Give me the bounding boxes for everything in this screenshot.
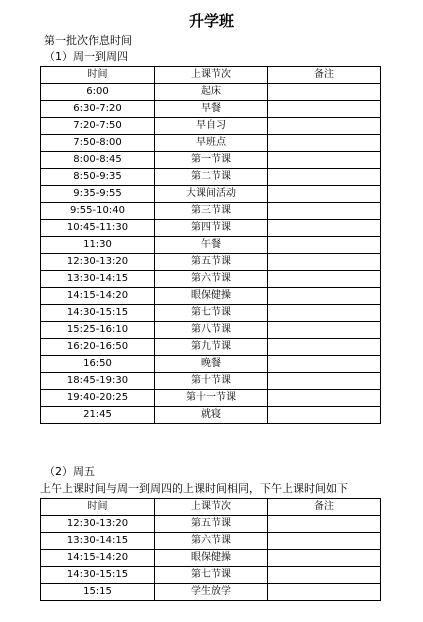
cell-time: 8:00-8:45 xyxy=(41,152,155,169)
cell-session: 第五节课 xyxy=(155,516,268,533)
cell-note xyxy=(268,169,381,186)
table-row xyxy=(41,271,381,288)
column-header-time: 时间 xyxy=(41,67,155,84)
cell-note xyxy=(268,550,381,567)
table-row xyxy=(41,84,381,101)
cell-session: 第六节课 xyxy=(155,271,268,288)
cell-session: 就寝 xyxy=(155,407,268,424)
section-1-label: （1）周一到周四 xyxy=(44,50,128,63)
column-header-session: 上课节次 xyxy=(155,499,268,516)
cell-time: 14:30-15:15 xyxy=(41,305,155,322)
cell-session: 早班点 xyxy=(155,135,268,152)
cell-time: 14:15-14:20 xyxy=(41,288,155,305)
cell-note xyxy=(268,516,381,533)
cell-session: 晚餐 xyxy=(155,356,268,373)
cell-session: 第十节课 xyxy=(155,373,268,390)
table-row xyxy=(41,118,381,135)
cell-time: 16:20-16:50 xyxy=(41,339,155,356)
cell-session: 第八节课 xyxy=(155,322,268,339)
cell-session: 早餐 xyxy=(155,101,268,118)
table-header-row xyxy=(41,67,381,84)
cell-time: 13:30-14:15 xyxy=(41,533,155,550)
cell-session: 学生放学 xyxy=(155,584,268,601)
table-row xyxy=(41,584,381,601)
table-row xyxy=(41,288,381,305)
cell-time: 19:40-20:25 xyxy=(41,390,155,407)
cell-note xyxy=(268,152,381,169)
document-title: 升学班 xyxy=(188,12,234,30)
cell-note xyxy=(268,288,381,305)
cell-note xyxy=(268,373,381,390)
cell-note xyxy=(268,237,381,254)
table-row xyxy=(41,220,381,237)
column-header-time: 时间 xyxy=(41,499,155,516)
cell-note xyxy=(268,390,381,407)
cell-time: 13:30-14:15 xyxy=(41,271,155,288)
cell-time: 8:50-9:35 xyxy=(41,169,155,186)
table-row xyxy=(41,356,381,373)
cell-note xyxy=(268,84,381,101)
table-row xyxy=(41,101,381,118)
cell-time: 15:25-16:10 xyxy=(41,322,155,339)
cell-time: 12:30-13:20 xyxy=(41,516,155,533)
cell-note xyxy=(268,339,381,356)
cell-session: 第五节课 xyxy=(155,254,268,271)
cell-note xyxy=(268,220,381,237)
table-row xyxy=(41,567,381,584)
cell-time: 9:35-9:55 xyxy=(41,186,155,203)
table-row xyxy=(41,516,381,533)
cell-time: 7:20-7:50 xyxy=(41,118,155,135)
cell-time: 11:30 xyxy=(41,237,155,254)
table-row xyxy=(41,390,381,407)
table-row xyxy=(41,237,381,254)
cell-session: 第三节课 xyxy=(155,203,268,220)
cell-time: 6:30-7:20 xyxy=(41,101,155,118)
cell-note xyxy=(268,305,381,322)
column-header-session: 上课节次 xyxy=(155,67,268,84)
cell-session: 起床 xyxy=(155,84,268,101)
table-row xyxy=(41,152,381,169)
table-row xyxy=(41,373,381,390)
schedule-table-fri xyxy=(40,498,381,601)
section-2-label: （2）周五 xyxy=(44,465,95,478)
column-header-note: 备注 xyxy=(268,499,381,516)
table-row xyxy=(41,322,381,339)
cell-session: 眼保健操 xyxy=(155,288,268,305)
cell-session: 大课间活动 xyxy=(155,186,268,203)
cell-note xyxy=(268,254,381,271)
table-row xyxy=(41,135,381,152)
cell-note xyxy=(268,356,381,373)
cell-note xyxy=(268,203,381,220)
cell-note xyxy=(268,533,381,550)
cell-session: 第四节课 xyxy=(155,220,268,237)
cell-session: 第六节课 xyxy=(155,533,268,550)
cell-session: 第一节课 xyxy=(155,152,268,169)
cell-note xyxy=(268,407,381,424)
cell-note xyxy=(268,322,381,339)
cell-session: 第七节课 xyxy=(155,567,268,584)
table-row xyxy=(41,186,381,203)
table-row xyxy=(41,550,381,567)
table-body xyxy=(41,516,381,601)
cell-time: 14:30-15:15 xyxy=(41,567,155,584)
cell-session: 早自习 xyxy=(155,118,268,135)
document-subtitle: 第一批次作息时间 xyxy=(44,34,132,47)
section-2-note: 上午上课时间与周一到周四的上课时间相同，下午上课时间如下 xyxy=(40,482,348,495)
cell-time: 15:15 xyxy=(41,584,155,601)
table-row xyxy=(41,203,381,220)
table-row xyxy=(41,169,381,186)
cell-time: 12:30-13:20 xyxy=(41,254,155,271)
cell-session: 第十一节课 xyxy=(155,390,268,407)
table-body xyxy=(41,84,381,424)
cell-session: 眼保健操 xyxy=(155,550,268,567)
cell-time: 21:45 xyxy=(41,407,155,424)
cell-session: 午餐 xyxy=(155,237,268,254)
table-row xyxy=(41,339,381,356)
table-row xyxy=(41,533,381,550)
cell-note xyxy=(268,567,381,584)
schedule-table-mon-thu xyxy=(40,66,381,424)
table-row xyxy=(41,407,381,424)
cell-session: 第九节课 xyxy=(155,339,268,356)
cell-time: 10:45-11:30 xyxy=(41,220,155,237)
cell-session: 第二节课 xyxy=(155,169,268,186)
cell-time: 16:50 xyxy=(41,356,155,373)
cell-time: 18:45-19:30 xyxy=(41,373,155,390)
cell-time: 6:00 xyxy=(41,84,155,101)
cell-note xyxy=(268,584,381,601)
cell-note xyxy=(268,101,381,118)
cell-time: 7:50-8:00 xyxy=(41,135,155,152)
cell-session: 第七节课 xyxy=(155,305,268,322)
table-row xyxy=(41,305,381,322)
table-header-row xyxy=(41,499,381,516)
table-row xyxy=(41,254,381,271)
cell-note xyxy=(268,186,381,203)
cell-note xyxy=(268,135,381,152)
cell-time: 14:15-14:20 xyxy=(41,550,155,567)
cell-note xyxy=(268,271,381,288)
column-header-note: 备注 xyxy=(268,67,381,84)
cell-time: 9:55-10:40 xyxy=(41,203,155,220)
cell-note xyxy=(268,118,381,135)
